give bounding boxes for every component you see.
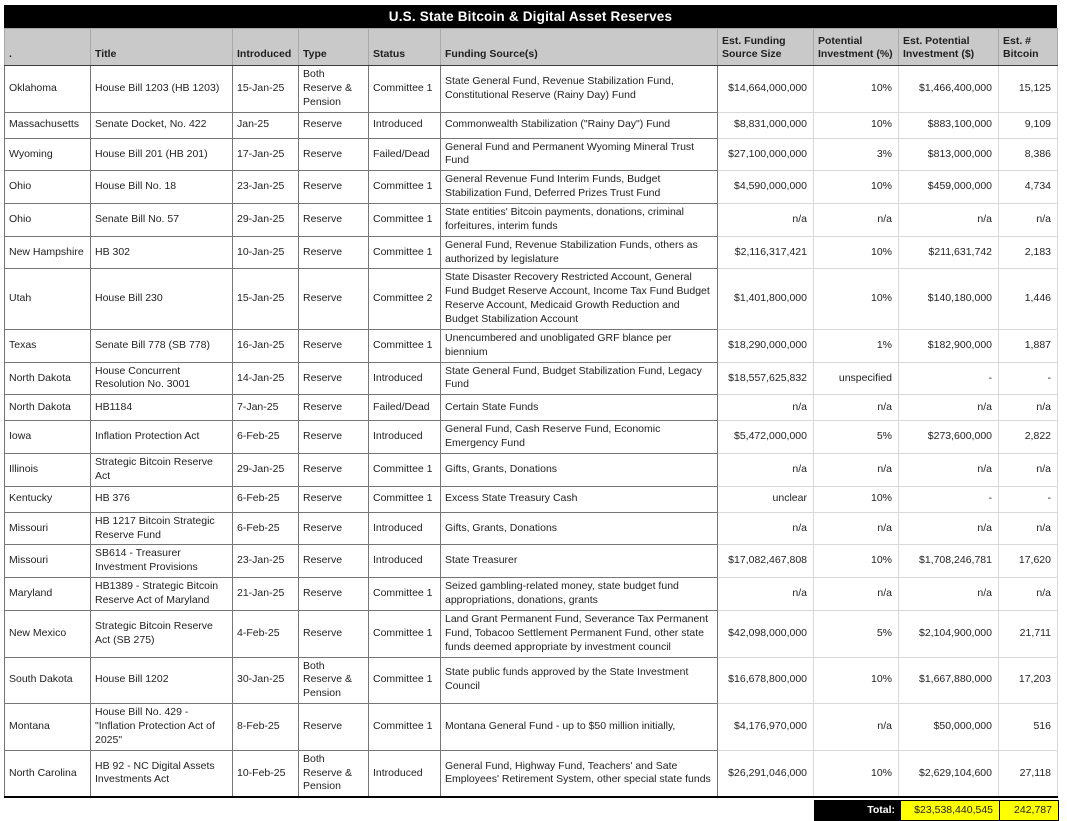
cell[interactable]: Introduced <box>369 112 441 138</box>
cell[interactable]: Committee 1 <box>369 610 441 657</box>
cell[interactable]: - <box>899 362 999 395</box>
cell[interactable]: Introduced <box>369 421 441 454</box>
cell[interactable]: Gifts, Grants, Donations <box>441 454 718 487</box>
cell[interactable]: Reserve <box>299 512 369 545</box>
cell[interactable]: 21,711 <box>999 610 1058 657</box>
cell[interactable]: n/a <box>999 512 1058 545</box>
table-row <box>5 204 1058 237</box>
cell[interactable]: Introduced <box>369 362 441 395</box>
cell[interactable]: Reserve <box>299 138 369 171</box>
cell[interactable]: Committee 1 <box>369 66 441 113</box>
cell[interactable]: Reserve <box>299 236 369 269</box>
cell[interactable]: Committee 2 <box>369 269 441 329</box>
cell[interactable]: Committee 1 <box>369 657 441 704</box>
cell[interactable]: 10-Jan-25 <box>233 236 299 269</box>
cell[interactable]: Reserve <box>299 395 369 421</box>
cell[interactable]: n/a <box>899 578 999 611</box>
column-header-0[interactable]: . <box>5 29 91 66</box>
cell[interactable]: State Disaster Recovery Restricted Account, General Fund Budget Reserve Account, Income Tax Fund Budget Reserve Account, Medicaid Growth Reduction and Budget Stabilization Account <box>441 269 718 329</box>
column-header-1[interactable]: Title <box>91 29 233 66</box>
total-bitcoin-cell[interactable]: 242,787 <box>1000 800 1059 821</box>
cell[interactable]: HB 92 - NC Digital Assets Investments Act <box>91 750 233 797</box>
cell[interactable]: North Dakota <box>5 362 91 395</box>
cell[interactable]: Strategic Bitcoin Reserve Act <box>91 454 233 487</box>
cell[interactable]: HB 1217 Bitcoin Strategic Reserve Fund <box>91 512 233 545</box>
cell[interactable]: 17,620 <box>999 545 1058 578</box>
cell[interactable]: Iowa <box>5 421 91 454</box>
cell[interactable]: $2,116,317,421 <box>718 236 814 269</box>
cell[interactable]: 516 <box>999 704 1058 751</box>
cell[interactable]: 8,386 <box>999 138 1058 171</box>
cell[interactable]: 10% <box>814 269 899 329</box>
cell[interactable]: Committee 1 <box>369 204 441 237</box>
cell[interactable]: n/a <box>999 454 1058 487</box>
cell[interactable]: $1,401,800,000 <box>718 269 814 329</box>
table-row <box>5 171 1058 204</box>
cell[interactable]: n/a <box>899 454 999 487</box>
cell[interactable]: $140,180,000 <box>899 269 999 329</box>
cell[interactable]: n/a <box>718 204 814 237</box>
cell[interactable]: Both Reserve & Pension <box>299 66 369 113</box>
cell[interactable]: 6-Feb-25 <box>233 421 299 454</box>
cell[interactable]: Committee 1 <box>369 329 441 362</box>
cell[interactable]: State General Fund, Budget Stabilization Fund, Legacy Fund <box>441 362 718 395</box>
cell[interactable]: South Dakota <box>5 657 91 704</box>
column-header-5[interactable]: Funding Source(s) <box>441 29 718 66</box>
cell[interactable]: Senate Docket, No. 422 <box>91 112 233 138</box>
cell[interactable]: Introduced <box>369 512 441 545</box>
cell[interactable]: $1,708,246,781 <box>899 545 999 578</box>
cell[interactable]: 6-Feb-25 <box>233 486 299 512</box>
header-row <box>5 29 1058 66</box>
column-header-3[interactable]: Type <box>299 29 369 66</box>
table-row <box>5 395 1058 421</box>
cell[interactable]: n/a <box>814 578 899 611</box>
cell[interactable]: Oklahoma <box>5 66 91 113</box>
cell[interactable]: Reserve <box>299 454 369 487</box>
cell[interactable]: Senate Bill No. 57 <box>91 204 233 237</box>
cell[interactable]: House Bill No. 18 <box>91 171 233 204</box>
cell[interactable]: General Fund, Revenue Stabilization Funds, others as authorized by legislature <box>441 236 718 269</box>
cell[interactable]: 5% <box>814 610 899 657</box>
table-row <box>5 236 1058 269</box>
table-row <box>5 704 1058 751</box>
cell[interactable]: HB 376 <box>91 486 233 512</box>
cell[interactable]: $1,466,400,000 <box>899 66 999 113</box>
cell[interactable]: $27,100,000,000 <box>718 138 814 171</box>
table-row <box>5 112 1058 138</box>
cell[interactable]: Reserve <box>299 704 369 751</box>
cell[interactable]: $459,000,000 <box>899 171 999 204</box>
cell[interactable]: n/a <box>899 204 999 237</box>
cell[interactable]: Missouri <box>5 545 91 578</box>
cell[interactable]: Reserve <box>299 421 369 454</box>
cell[interactable]: n/a <box>814 512 899 545</box>
cell[interactable]: Failed/Dead <box>369 138 441 171</box>
cell[interactable]: 27,118 <box>999 750 1058 797</box>
cell[interactable]: $2,629,104,600 <box>899 750 999 797</box>
cell[interactable]: unspecified <box>814 362 899 395</box>
cell[interactable]: HB1389 - Strategic Bitcoin Reserve Act of Maryland <box>91 578 233 611</box>
cell[interactable]: 15,125 <box>999 66 1058 113</box>
table-row <box>5 610 1058 657</box>
cell[interactable]: Excess State Treasury Cash <box>441 486 718 512</box>
cell[interactable]: Reserve <box>299 545 369 578</box>
cell[interactable]: Inflation Protection Act <box>91 421 233 454</box>
cell[interactable]: Missouri <box>5 512 91 545</box>
cell[interactable]: $26,291,046,000 <box>718 750 814 797</box>
table-row <box>5 66 1058 113</box>
cell[interactable]: 10% <box>814 750 899 797</box>
cell[interactable]: Unencumbered and unobligated GRF blance per biennium <box>441 329 718 362</box>
cell[interactable]: SB614 - Treasurer Investment Provisions <box>91 545 233 578</box>
cell[interactable]: n/a <box>999 395 1058 421</box>
cell[interactable]: $17,082,467,808 <box>718 545 814 578</box>
cell[interactable]: New Mexico <box>5 610 91 657</box>
column-header-7[interactable]: Potential Investment (%) <box>814 29 899 66</box>
total-row <box>4 800 1059 821</box>
cell[interactable]: Reserve <box>299 269 369 329</box>
cell[interactable]: Reserve <box>299 329 369 362</box>
cell[interactable]: Committee 1 <box>369 236 441 269</box>
cell[interactable]: Maryland <box>5 578 91 611</box>
cell[interactable]: n/a <box>718 395 814 421</box>
cell[interactable]: Senate Bill 778 (SB 778) <box>91 329 233 362</box>
cell[interactable]: n/a <box>718 578 814 611</box>
cell[interactable]: 3% <box>814 138 899 171</box>
cell[interactable]: New Hampshire <box>5 236 91 269</box>
cell[interactable]: House Bill 1203 (HB 1203) <box>91 66 233 113</box>
cell[interactable]: Committee 1 <box>369 704 441 751</box>
cell[interactable]: 15-Jan-25 <box>233 269 299 329</box>
table-header <box>5 29 1058 66</box>
column-header-6[interactable]: Est. Funding Source Size <box>718 29 814 66</box>
cell[interactable]: 17,203 <box>999 657 1058 704</box>
cell[interactable]: House Bill 1202 <box>91 657 233 704</box>
cell[interactable]: Jan-25 <box>233 112 299 138</box>
table-row <box>5 545 1058 578</box>
cell[interactable]: State General Fund, Revenue Stabilization Fund, Constitutional Reserve (Rainy Day) Fund <box>441 66 718 113</box>
cell[interactable]: Land Grant Permanent Fund, Severance Tax Permanent Fund, Tobacoo Settlement Permanent Fund, other state funds deemed appropriate by investment council <box>441 610 718 657</box>
cell[interactable]: House Concurrent Resolution No. 3001 <box>91 362 233 395</box>
cell[interactable]: - <box>999 486 1058 512</box>
cell[interactable]: 10% <box>814 486 899 512</box>
cell[interactable]: Reserve <box>299 610 369 657</box>
cell[interactable]: $8,831,000,000 <box>718 112 814 138</box>
table-title[interactable]: U.S. State Bitcoin & Digital Asset Reserves <box>4 5 1057 28</box>
cell[interactable]: Reserve <box>299 362 369 395</box>
cell[interactable]: 10% <box>814 545 899 578</box>
cell[interactable]: 10% <box>814 112 899 138</box>
cell[interactable]: Certain State Funds <box>441 395 718 421</box>
cell[interactable]: n/a <box>999 578 1058 611</box>
total-label: Total: <box>814 800 900 821</box>
cell[interactable]: State entities' Bitcoin payments, donations, criminal forfeitures, interim funds <box>441 204 718 237</box>
cell[interactable]: Committee 1 <box>369 486 441 512</box>
cell[interactable]: Committee 1 <box>369 578 441 611</box>
table-body <box>5 66 1058 798</box>
cell[interactable]: House Bill 230 <box>91 269 233 329</box>
cell[interactable]: Reserve <box>299 112 369 138</box>
cell[interactable]: Reserve <box>299 578 369 611</box>
cell[interactable]: 17-Jan-25 <box>233 138 299 171</box>
total-row-spacer <box>4 800 814 821</box>
cell[interactable]: 30-Jan-25 <box>233 657 299 704</box>
cell[interactable]: $883,100,000 <box>899 112 999 138</box>
table-row <box>5 750 1058 797</box>
cell[interactable]: Seized gambling-related money, state budget fund appropriations, donations, grants <box>441 578 718 611</box>
cell[interactable]: n/a <box>899 512 999 545</box>
cell[interactable]: Reserve <box>299 171 369 204</box>
cell[interactable]: General Fund, Highway Fund, Teachers' and Sate Employees' Retirement System, other special state funds <box>441 750 718 797</box>
total-investment-cell[interactable]: $23,538,440,545 <box>900 800 1000 821</box>
cell[interactable]: Introduced <box>369 750 441 797</box>
column-header-9[interactable]: Est. # Bitcoin <box>999 29 1058 66</box>
cell[interactable]: 4,734 <box>999 171 1058 204</box>
cell[interactable]: 8-Feb-25 <box>233 704 299 751</box>
cell[interactable]: $211,631,742 <box>899 236 999 269</box>
cell[interactable]: $16,678,800,000 <box>718 657 814 704</box>
spreadsheet <box>4 5 1059 821</box>
table-row <box>5 657 1058 704</box>
cell[interactable]: Massachusetts <box>5 112 91 138</box>
column-header-2[interactable]: Introduced <box>233 29 299 66</box>
cell[interactable]: 1,446 <box>999 269 1058 329</box>
cell[interactable]: $4,590,000,000 <box>718 171 814 204</box>
cell[interactable]: $2,104,900,000 <box>899 610 999 657</box>
cell[interactable]: n/a <box>899 395 999 421</box>
table-row <box>5 486 1058 512</box>
cell[interactable]: Introduced <box>369 545 441 578</box>
cell[interactable]: $1,667,880,000 <box>899 657 999 704</box>
cell[interactable]: Wyoming <box>5 138 91 171</box>
table-row <box>5 329 1058 362</box>
cell[interactable]: 10% <box>814 236 899 269</box>
cell[interactable]: Texas <box>5 329 91 362</box>
cell[interactable]: 7-Jan-25 <box>233 395 299 421</box>
cell[interactable]: Utah <box>5 269 91 329</box>
cell[interactable]: 21-Jan-25 <box>233 578 299 611</box>
table-row <box>5 421 1058 454</box>
cell[interactable]: - <box>899 486 999 512</box>
cell[interactable]: n/a <box>814 395 899 421</box>
cell[interactable]: $18,557,625,832 <box>718 362 814 395</box>
cell[interactable]: House Bill No. 429 - "Inflation Protection Act of 2025" <box>91 704 233 751</box>
cell[interactable]: n/a <box>814 204 899 237</box>
cell[interactable]: 2,822 <box>999 421 1058 454</box>
cell[interactable]: General Revenue Fund Interim Funds, Budget Stabilization Fund, Deferred Prizes Trust Fund <box>441 171 718 204</box>
cell[interactable]: 29-Jan-25 <box>233 454 299 487</box>
cell[interactable]: Committee 1 <box>369 171 441 204</box>
table-row <box>5 138 1058 171</box>
cell[interactable]: 14-Jan-25 <box>233 362 299 395</box>
cell[interactable]: Reserve <box>299 204 369 237</box>
cell[interactable]: Both Reserve & Pension <box>299 750 369 797</box>
table-row <box>5 454 1058 487</box>
cell[interactable]: Montana <box>5 704 91 751</box>
cell[interactable]: 23-Jan-25 <box>233 171 299 204</box>
cell[interactable]: $273,600,000 <box>899 421 999 454</box>
cell[interactable]: House Bill 201 (HB 201) <box>91 138 233 171</box>
table-row <box>5 578 1058 611</box>
cell[interactable]: n/a <box>718 512 814 545</box>
cell[interactable]: 10% <box>814 171 899 204</box>
cell[interactable]: $5,472,000,000 <box>718 421 814 454</box>
cell[interactable]: Strategic Bitcoin Reserve Act (SB 275) <box>91 610 233 657</box>
cell[interactable]: $18,290,000,000 <box>718 329 814 362</box>
cell[interactable]: n/a <box>814 454 899 487</box>
table-row <box>5 512 1058 545</box>
cell[interactable]: North Dakota <box>5 395 91 421</box>
cell[interactable]: - <box>999 362 1058 395</box>
cell[interactable]: $42,098,000,000 <box>718 610 814 657</box>
cell[interactable]: n/a <box>999 204 1058 237</box>
cell[interactable]: 23-Jan-25 <box>233 545 299 578</box>
cell[interactable]: 1% <box>814 329 899 362</box>
cell[interactable]: 6-Feb-25 <box>233 512 299 545</box>
cell[interactable]: HB 302 <box>91 236 233 269</box>
cell[interactable]: Gifts, Grants, Donations <box>441 512 718 545</box>
cell[interactable]: Ohio <box>5 171 91 204</box>
cell[interactable]: North Carolina <box>5 750 91 797</box>
cell[interactable]: $4,176,970,000 <box>718 704 814 751</box>
cell[interactable]: $813,000,000 <box>899 138 999 171</box>
cell[interactable]: 2,183 <box>999 236 1058 269</box>
cell[interactable]: 5% <box>814 421 899 454</box>
cell[interactable]: 10-Feb-25 <box>233 750 299 797</box>
cell[interactable]: Failed/Dead <box>369 395 441 421</box>
cell[interactable]: HB1184 <box>91 395 233 421</box>
cell[interactable]: 9,109 <box>999 112 1058 138</box>
cell[interactable]: Illinois <box>5 454 91 487</box>
reserves-table <box>4 28 1058 798</box>
cell[interactable]: General Fund and Permanent Wyoming Mineral Trust Fund <box>441 138 718 171</box>
cell[interactable]: Kentucky <box>5 486 91 512</box>
cell[interactable]: Montana General Fund - up to $50 million initially, <box>441 704 718 751</box>
table-row <box>5 362 1058 395</box>
cell[interactable]: 16-Jan-25 <box>233 329 299 362</box>
cell[interactable]: n/a <box>718 454 814 487</box>
cell[interactable]: Reserve <box>299 486 369 512</box>
cell[interactable]: Ohio <box>5 204 91 237</box>
cell[interactable]: 29-Jan-25 <box>233 204 299 237</box>
cell[interactable]: State public funds approved by the State Investment Council <box>441 657 718 704</box>
cell[interactable]: 10% <box>814 66 899 113</box>
cell[interactable]: Committee 1 <box>369 454 441 487</box>
cell[interactable]: 4-Feb-25 <box>233 610 299 657</box>
cell[interactable]: State Treasurer <box>441 545 718 578</box>
cell[interactable]: 15-Jan-25 <box>233 66 299 113</box>
cell[interactable]: Commonwealth Stabilization ("Rainy Day") Fund <box>441 112 718 138</box>
cell[interactable]: General Fund, Cash Reserve Fund, Economic Emergency Fund <box>441 421 718 454</box>
column-header-4[interactable]: Status <box>369 29 441 66</box>
cell[interactable]: 10% <box>814 657 899 704</box>
cell[interactable]: $182,900,000 <box>899 329 999 362</box>
cell[interactable]: $14,664,000,000 <box>718 66 814 113</box>
cell[interactable]: unclear <box>718 486 814 512</box>
cell[interactable]: Both Reserve & Pension <box>299 657 369 704</box>
cell[interactable]: 1,887 <box>999 329 1058 362</box>
cell[interactable]: n/a <box>814 704 899 751</box>
table-row <box>5 269 1058 329</box>
column-header-8[interactable]: Est. Potential Investment ($) <box>899 29 999 66</box>
cell[interactable]: $50,000,000 <box>899 704 999 751</box>
